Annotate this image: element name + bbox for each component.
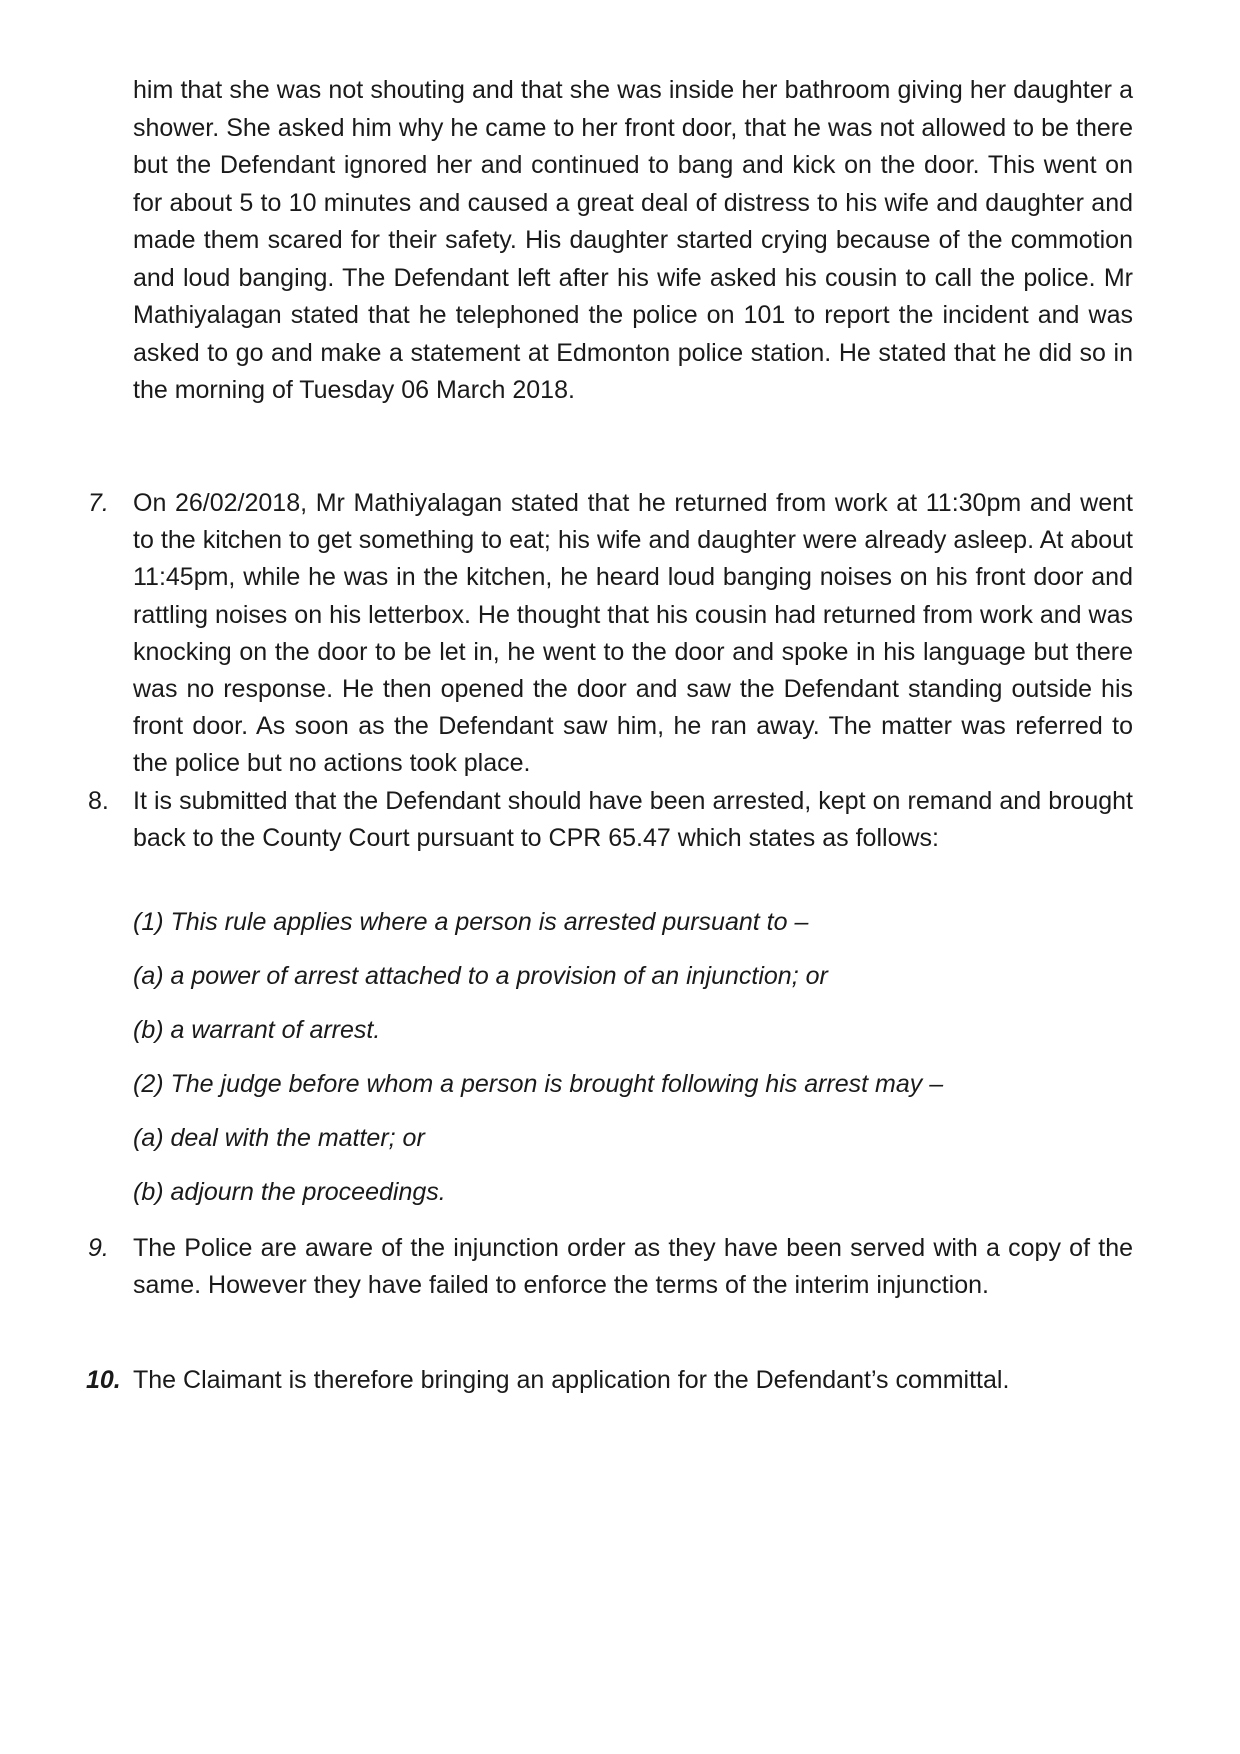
- paragraph-10-text: The Claimant is therefore bringing an application for the Defendant’s committal.: [133, 1366, 1010, 1394]
- paragraph-9-text: The Police are aware of the injunction order as they have been served with a copy of the same. However they have failed to enforce the terms of the interim injunction.: [133, 1234, 1133, 1300]
- paragraph-number-9: 9.: [88, 1234, 109, 1262]
- rule-line-2: (2) The judge before whom a person is brought following his arrest may –: [133, 1070, 944, 1098]
- paragraph-8-text: It is submitted that the Defendant should have been arrested, kept on remand and brought back to the County Court pursuant to CPR 65.47 which states as follows:: [133, 787, 1133, 853]
- rule-line-2b: (b) adjourn the proceedings.: [133, 1178, 446, 1206]
- continued-paragraph: him that she was not shouting and that she was inside her bathroom giving her daughter a shower. She asked him why he came to her front door, that he was not allowed to be there but the Defendant ignored her and continued to bang and kick on the door. This went on for about 5 to 10 minutes and caused a great deal of distress to his wife and daughter and made them scared for their safety. His daughter started crying because of the commotion and loud banging. The Defendant left after his wife asked his cousin to call the police. Mr Mathiyalagan stated that he telephoned the police on 101 to report the incident and was asked to go and make a statement at Edmonton police station. He stated that he did so in the morning of Tuesday 06 March 2018.: [133, 76, 1133, 404]
- rule-line-1a: (a) a power of arrest attached to a provision of an injunction; or: [133, 962, 828, 990]
- paragraph-number-8: 8.: [88, 787, 109, 815]
- rule-line-1b: (b) a warrant of arrest.: [133, 1016, 381, 1044]
- paragraph-number-7: 7.: [88, 489, 109, 517]
- paragraph-number-10: 10.: [86, 1366, 121, 1394]
- paragraph-7-text: On 26/02/2018, Mr Mathiyalagan stated that he returned from work at 11:30pm and went to the kitchen to get something to eat; his wife and daughter were already asleep. At about 11:45pm, while he was in the kitchen, he heard loud banging noises on his front door and rattling noises on his letterbox. He thought that his cousin had returned from work and was knocking on the door to be let in, he went to the door and spoke in his language but there was no response. He then opened the door and saw the Defendant standing outside his front door. As soon as the Defendant saw him, he ran away. The matter was referred to the police but no actions took place.: [133, 489, 1133, 778]
- rule-line-1: (1) This rule applies where a person is arrested pursuant to –: [133, 908, 809, 936]
- rule-line-2a: (a) deal with the matter; or: [133, 1124, 425, 1152]
